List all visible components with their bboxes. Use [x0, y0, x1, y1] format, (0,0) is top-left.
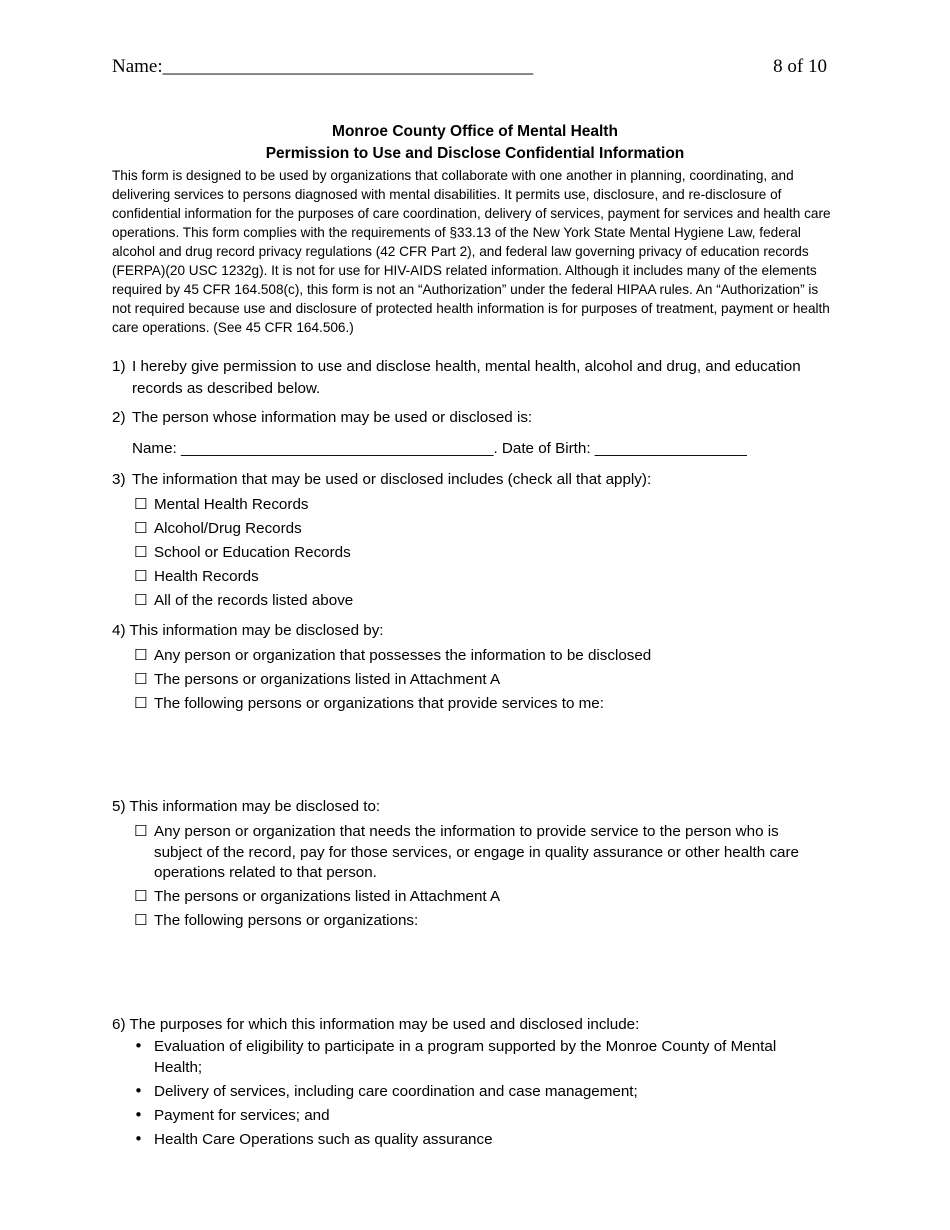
section-2-text: The person whose information may be used or disclosed is: [132, 409, 533, 426]
checkbox-label: Any person or organization that possesses the information to be disclosed [154, 647, 652, 664]
document-subtitle: Permission to Use and Disclose Confidential Information [265, 145, 685, 162]
checkbox-icon[interactable]: ☐ [134, 567, 148, 585]
checkbox-option-education[interactable] [134, 543, 351, 561]
checkbox-label: Mental Health Records [154, 496, 309, 513]
bullet-icon: • [134, 1082, 143, 1100]
checkbox-icon[interactable]: ☐ [134, 670, 148, 688]
section-1-text: I hereby give permission to use and disclose health, mental health, alcohol and drug, and education [132, 358, 801, 375]
checkbox-icon[interactable]: ☐ [134, 887, 148, 905]
checkbox-option-alcohol-drug[interactable] [134, 519, 302, 537]
bullet-text: Evaluation of eligibility to participate in a program supported by the Monroe County of Mental [154, 1038, 777, 1055]
bullet-icon: • [134, 1037, 143, 1055]
checkbox-disclosed-by-attachment-a[interactable] [134, 670, 500, 688]
checkbox-label-continued: subject of the record, pay for those services, or engage in quality assurance or other health care [154, 844, 799, 861]
checkbox-icon[interactable]: ☐ [134, 822, 148, 840]
checkbox-label: Any person or organization that needs the information to provide service to the person who is [154, 823, 779, 840]
checkbox-label: The persons or organizations listed in Attachment A [154, 671, 501, 688]
section-3-text: The information that may be used or disclosed includes (check all that apply): [132, 471, 652, 488]
checkbox-label: Health Records [154, 568, 259, 585]
section-1-number: 1) [112, 358, 126, 375]
bullet-item-payment [134, 1106, 330, 1124]
checkbox-option-all-records[interactable] [134, 591, 353, 609]
checkbox-label: All of the records listed above [154, 592, 354, 609]
bullet-item-operations [134, 1130, 493, 1148]
page-number: 8 of 10 [773, 56, 827, 77]
bullet-text: Payment for services; and [154, 1107, 330, 1124]
checkbox-label: The following persons or organizations: [154, 912, 419, 929]
section-4-text: 4) This information may be disclosed by: [112, 622, 384, 639]
checkbox-label-continued: operations related to that person. [154, 864, 377, 881]
checkbox-label: The persons or organizations listed in Attachment A [154, 888, 501, 905]
bullet-text-continued: Health; [154, 1059, 203, 1076]
checkbox-option-health[interactable] [134, 567, 259, 585]
section-2 [112, 409, 532, 426]
bullet-icon: • [134, 1130, 143, 1148]
checkbox-label: School or Education Records [154, 544, 351, 561]
person-name-dob-fields[interactable]: Name: _____________________________________. Date of Birth: __________________ [132, 440, 747, 457]
checkbox-icon[interactable]: ☐ [134, 543, 148, 561]
checkbox-icon[interactable]: ☐ [134, 519, 148, 537]
checkbox-disclosed-by-any[interactable] [134, 646, 651, 664]
bullet-text: Health Care Operations such as quality assurance [154, 1131, 493, 1148]
section-2-number: 2) [112, 409, 126, 426]
checkbox-disclosed-to-attachment-a[interactable] [134, 887, 500, 905]
checkbox-disclosed-by-following[interactable] [134, 694, 604, 712]
checkbox-icon[interactable]: ☐ [134, 495, 148, 513]
section-5-text: 5) This information may be disclosed to: [112, 798, 381, 815]
section-6-text: 6) The purposes for which this information may be used and disclosed include: [112, 1016, 640, 1033]
bullet-item-delivery [134, 1082, 638, 1100]
bullet-icon: • [134, 1106, 143, 1124]
checkbox-disclosed-to-any[interactable] [134, 822, 779, 840]
header-name-field[interactable]: Name:_______________________________________ [112, 56, 534, 77]
document-title: Monroe County Office of Mental Health [332, 123, 618, 140]
checkbox-label: Alcohol/Drug Records [154, 520, 302, 537]
checkbox-icon[interactable]: ☐ [134, 911, 148, 929]
checkbox-icon[interactable]: ☐ [134, 646, 148, 664]
bullet-text: Delivery of services, including care coordination and case management; [154, 1083, 638, 1100]
checkbox-disclosed-to-following[interactable] [134, 911, 418, 929]
checkbox-icon[interactable]: ☐ [134, 694, 148, 712]
intro-paragraph: This form is designed to be used by organizations that collaborate with one another in planning, coordinating, and delivering services to persons diagnosed with mental disabilities. It permits use, disclosure, and re-disclosure of confidential information for the purposes of care coordination, delivery of services, payment for services and health care operations. This form complies with the requirements of §33.13 of the New York State Mental Hygiene Law, federal alcohol and drug record privacy regulations (42 CFR Part 2), and federal law governing privacy of education records (FERPA)(20 USC 1232g). It is not for use for HIV-AIDS related information. Although it includes many of the elements required by 45 CFR 164.508(c), this form is not an “Authorization” under the federal HIPAA rules. An “Authorization” is not required because use and disclosure of protected health information is for purposes of treatment, payment or health care operations. (See 45 CFR 164.506.) [112, 168, 831, 335]
section-1-continued: records as described below. [132, 380, 321, 397]
checkbox-icon[interactable]: ☐ [134, 591, 148, 609]
section-3 [112, 471, 651, 488]
checkbox-option-mental-health[interactable] [134, 495, 308, 513]
section-1 [112, 358, 801, 375]
bullet-item-eligibility [134, 1037, 776, 1055]
checkbox-label: The following persons or organizations that provide services to me: [154, 695, 604, 712]
section-3-number: 3) [112, 471, 126, 488]
